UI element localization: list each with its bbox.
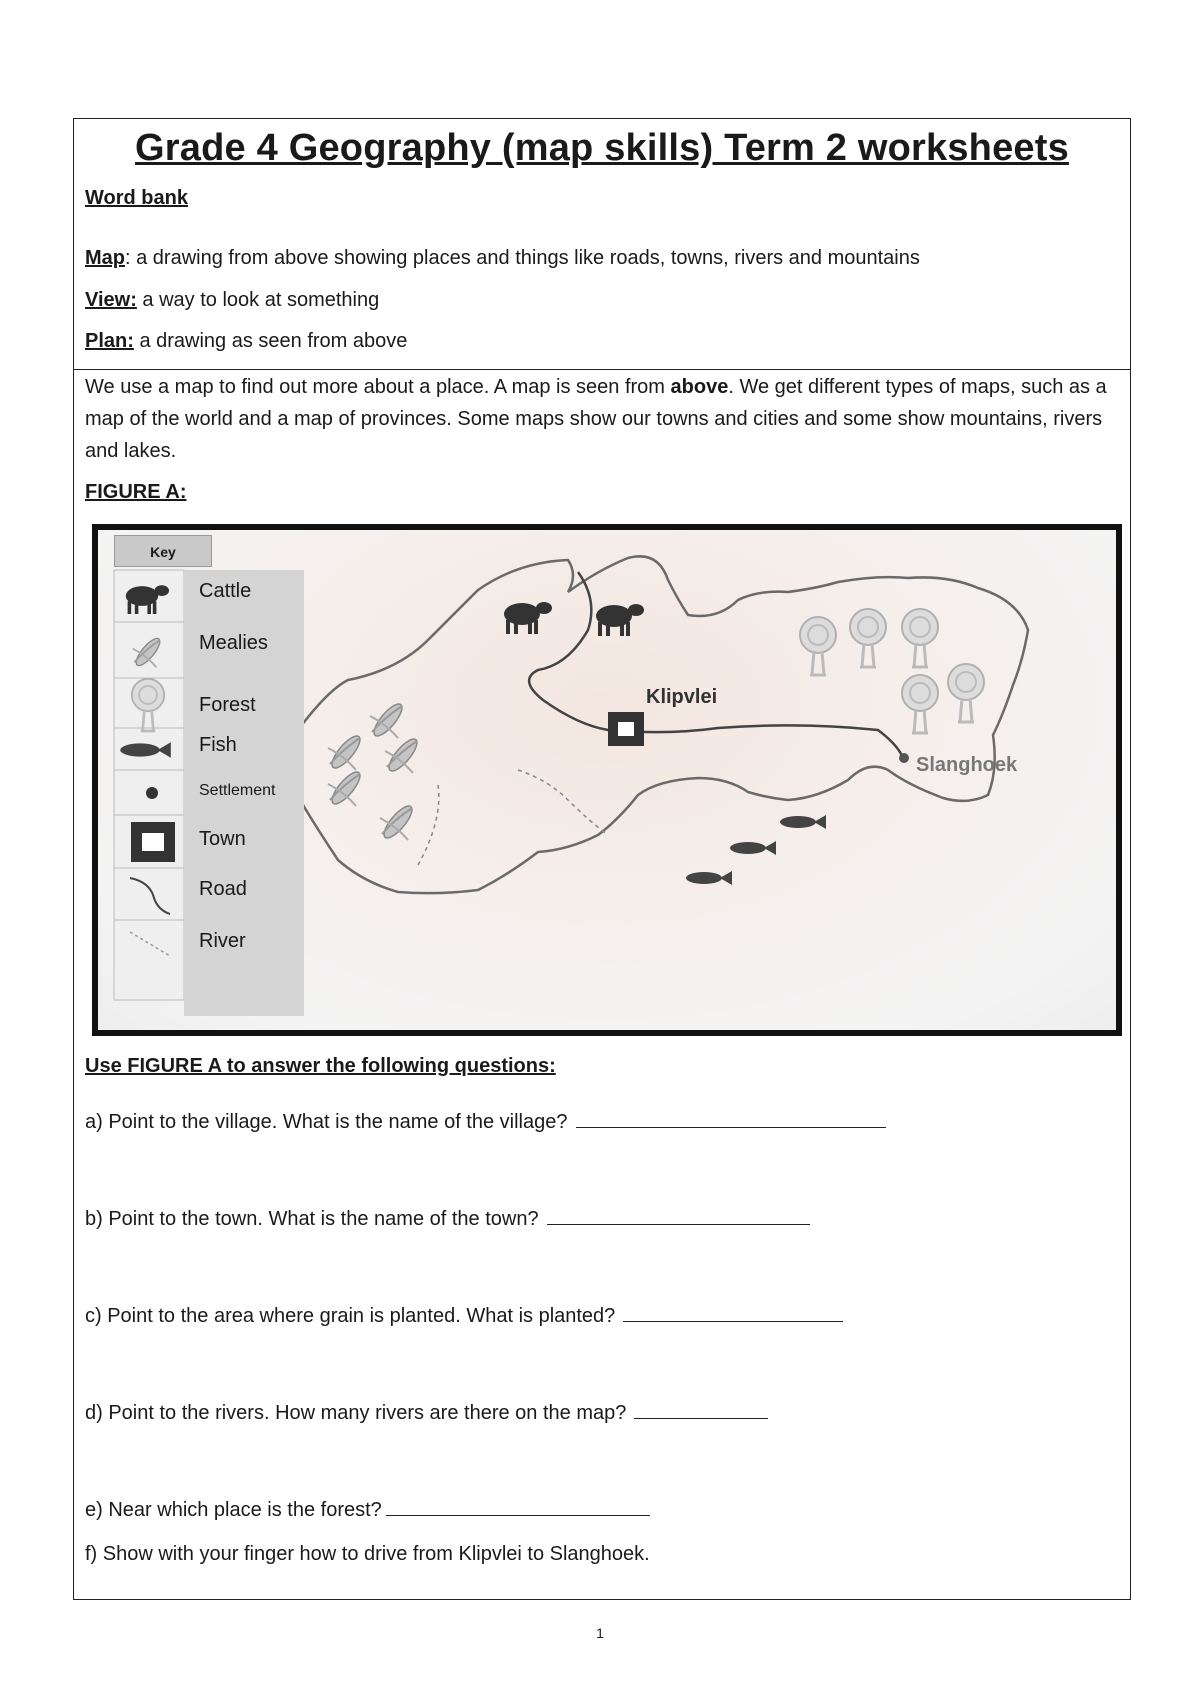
question-a	[85, 1107, 886, 1134]
answer-blank[interactable]	[547, 1204, 810, 1225]
definition-text: a way to look at something	[136, 289, 380, 311]
land-outline	[296, 556, 1028, 893]
question-text: c) Point to the area where grain is planted. What is planted?	[85, 1305, 616, 1327]
definition-text: a drawing from above showing places and things like roads, towns, rivers and mountains	[130, 247, 920, 269]
settlement-marker	[899, 753, 909, 763]
page-number: 1	[596, 1625, 604, 1641]
key-labels-panel	[184, 570, 304, 1016]
key-label-river: River	[199, 930, 246, 952]
key-label-town: Town	[199, 828, 246, 850]
definition-text: a drawing as seen from above	[133, 330, 408, 352]
question-d	[85, 1398, 768, 1425]
question-e	[85, 1495, 650, 1522]
road-line	[529, 572, 903, 758]
answer-blank[interactable]	[386, 1495, 650, 1516]
key-icons	[114, 570, 184, 1000]
key-heading: Key	[114, 535, 212, 567]
definition-sep: :	[125, 247, 131, 269]
river-line	[518, 770, 608, 835]
intro-bold: above	[670, 376, 729, 398]
question-text: d) Point to the rivers. How many rivers are there on the map?	[85, 1402, 627, 1424]
key-label-cattle: Cattle	[199, 580, 252, 602]
definition-term: View:	[85, 289, 137, 311]
town-name-label: Klipvlei	[646, 686, 718, 708]
intro-paragraph	[85, 371, 1115, 467]
definition-view	[85, 289, 379, 312]
question-b	[85, 1204, 810, 1231]
answer-blank[interactable]	[623, 1301, 843, 1322]
intro-text-2: . We get different types of maps, such as a map of the world and a map of provinces. Some maps show our towns and cities and some show mountains, rivers and lakes.	[85, 376, 1107, 462]
definition-plan	[85, 330, 407, 353]
key-label-fish: Fish	[199, 734, 237, 756]
definition-map	[85, 247, 920, 270]
question-text: b) Point to the town. What is the name of the town?	[85, 1208, 539, 1230]
key-label-settlement: Settlement	[199, 782, 276, 799]
questions-heading: Use FIGURE A to answer the following questions:	[85, 1055, 556, 1077]
intro-text-1: We use a map to find out more about a place. A map is seen from	[85, 376, 671, 398]
word-bank-heading: Word bank	[85, 187, 188, 209]
key-label-forest: Forest	[199, 694, 256, 716]
river-line	[418, 785, 439, 865]
figure-label: FIGURE A:	[85, 481, 187, 503]
village-name-label: Slanghoek	[916, 754, 1018, 776]
section-divider	[74, 369, 1130, 370]
question-text: e) Near which place is the forest?	[85, 1499, 382, 1521]
definition-term: Map	[85, 247, 125, 269]
worksheet-frame	[73, 118, 1131, 1600]
key-label-road: Road	[199, 878, 247, 900]
question-c	[85, 1301, 843, 1328]
answer-blank[interactable]	[634, 1398, 768, 1419]
key-label-mealies: Mealies	[199, 632, 268, 654]
answer-blank[interactable]	[576, 1107, 886, 1128]
page-title: Grade 4 Geography (map skills) Term 2 worksheets	[135, 127, 1069, 169]
question-f: f) Show with your finger how to drive from Klipvlei to Slanghoek.	[85, 1543, 650, 1565]
definition-term: Plan:	[85, 330, 134, 352]
figure-a-map	[92, 524, 1122, 1036]
question-text: a) Point to the village. What is the name of the village?	[85, 1111, 568, 1133]
